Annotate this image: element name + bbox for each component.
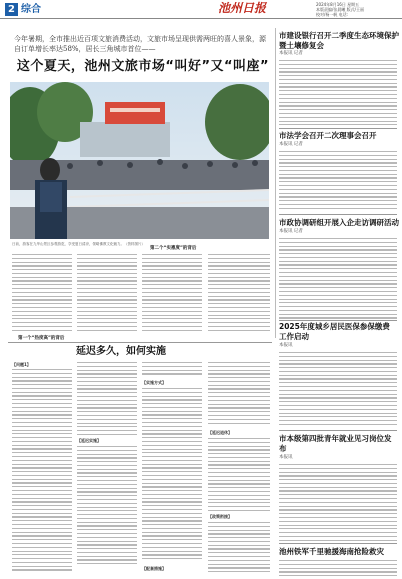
body-column-2 bbox=[77, 254, 137, 333]
brief-divider-4 bbox=[279, 430, 397, 431]
body-column-4 bbox=[208, 254, 270, 333]
brief-title-1: 市建设银行召开二季度生态环境保护暨土壤修复会 bbox=[279, 31, 399, 50]
brief-body-3 bbox=[279, 238, 397, 321]
lower-subhead-1: 【问题1】 bbox=[12, 362, 31, 367]
newspaper-logo: 池州日报 bbox=[218, 1, 267, 15]
brief-sub-1: 本报讯 记者 bbox=[279, 51, 303, 56]
header-contact: 校对/杨一帆 电话: bbox=[316, 12, 348, 17]
brief-sub-4: 本报讯 bbox=[279, 343, 293, 348]
lead-intro: 今年暑期，全市推出近百项文旅消费活动，文旅市场呈现供需两旺的喜人景象，源自订单增长率达58%，居长三角城市首位—— bbox=[14, 35, 266, 53]
body-column-3 bbox=[142, 254, 202, 333]
lead-headline: 这个夏天，池州文旅市场“叫好”又“叫座” bbox=[16, 59, 270, 74]
lower-story-title: 延迟多久，如何实施 bbox=[76, 346, 166, 357]
brief-divider-1 bbox=[279, 128, 397, 129]
brief-divider-5 bbox=[279, 543, 397, 544]
brief-body-2 bbox=[279, 151, 397, 212]
lower-column-2b bbox=[77, 446, 137, 567]
lower-column-3b bbox=[142, 388, 202, 562]
brief-title-2: 市法学会召开二次理事会召开 bbox=[279, 131, 377, 140]
brief-body-1 bbox=[279, 60, 397, 128]
brief-sub-5: 本报讯 bbox=[279, 455, 293, 460]
brief-body-4 bbox=[279, 352, 397, 428]
body-column-1 bbox=[12, 254, 72, 333]
brief-title-4: 2025年度城乡居民医保参保缴费工作启动 bbox=[279, 322, 390, 341]
brief-title-3: 市政协调研组开展入企走访调研活动 bbox=[279, 218, 399, 227]
column-divider bbox=[275, 28, 276, 338]
lead-subhead-2: 第二个“实惠度”的背后 bbox=[150, 246, 197, 251]
lower-column-4c bbox=[208, 522, 270, 575]
lower-subhead-6: 【配套措施】 bbox=[142, 566, 166, 571]
page-number-badge: 2 bbox=[5, 3, 18, 16]
lower-subhead-3: 【实施方式】 bbox=[142, 380, 166, 385]
lower-subhead-2: 【延迟实施】 bbox=[77, 438, 101, 443]
lower-column-3 bbox=[142, 362, 202, 377]
brief-title-5: 市本级第四批青年就业见习岗位发布 bbox=[279, 434, 392, 453]
lower-story-rule bbox=[8, 342, 272, 343]
lead-photo bbox=[10, 82, 269, 239]
lower-column-4b bbox=[208, 438, 270, 514]
lower-column-4 bbox=[208, 362, 270, 426]
brief-body-5 bbox=[279, 464, 397, 543]
photo-caption: 日前，游客在九华山景区参观游览，享受夏日清凉，领略佛教文化魅力。（资料图片） bbox=[12, 242, 145, 246]
section-name: 综合 bbox=[21, 4, 41, 15]
lower-subhead-5: 【政策衔接】 bbox=[208, 514, 232, 519]
page-header bbox=[0, 0, 402, 19]
brief-divider-3 bbox=[279, 320, 397, 321]
brief-sub-2: 本报讯 记者 bbox=[279, 142, 303, 147]
brief-body-6 bbox=[279, 560, 397, 579]
lead-photo-image bbox=[10, 82, 269, 239]
lower-column-2 bbox=[77, 362, 137, 438]
lead-subhead-1: 第一个“热度高”的背后 bbox=[18, 336, 65, 341]
brief-title-6: 池州铁军千里驰援海南抢险救灾 bbox=[279, 547, 384, 556]
brief-sub-3: 本报讯 记者 bbox=[279, 229, 303, 234]
header-date: 2024年8月16日 星期五 bbox=[316, 2, 360, 7]
header-editors: 本版责编/张晨曦 版式/王丽 bbox=[316, 7, 364, 12]
lower-subhead-4: 【延迟退休】 bbox=[208, 430, 232, 435]
lower-column-1 bbox=[12, 369, 72, 573]
header-info bbox=[316, 2, 400, 17]
brief-divider-2 bbox=[279, 214, 397, 215]
